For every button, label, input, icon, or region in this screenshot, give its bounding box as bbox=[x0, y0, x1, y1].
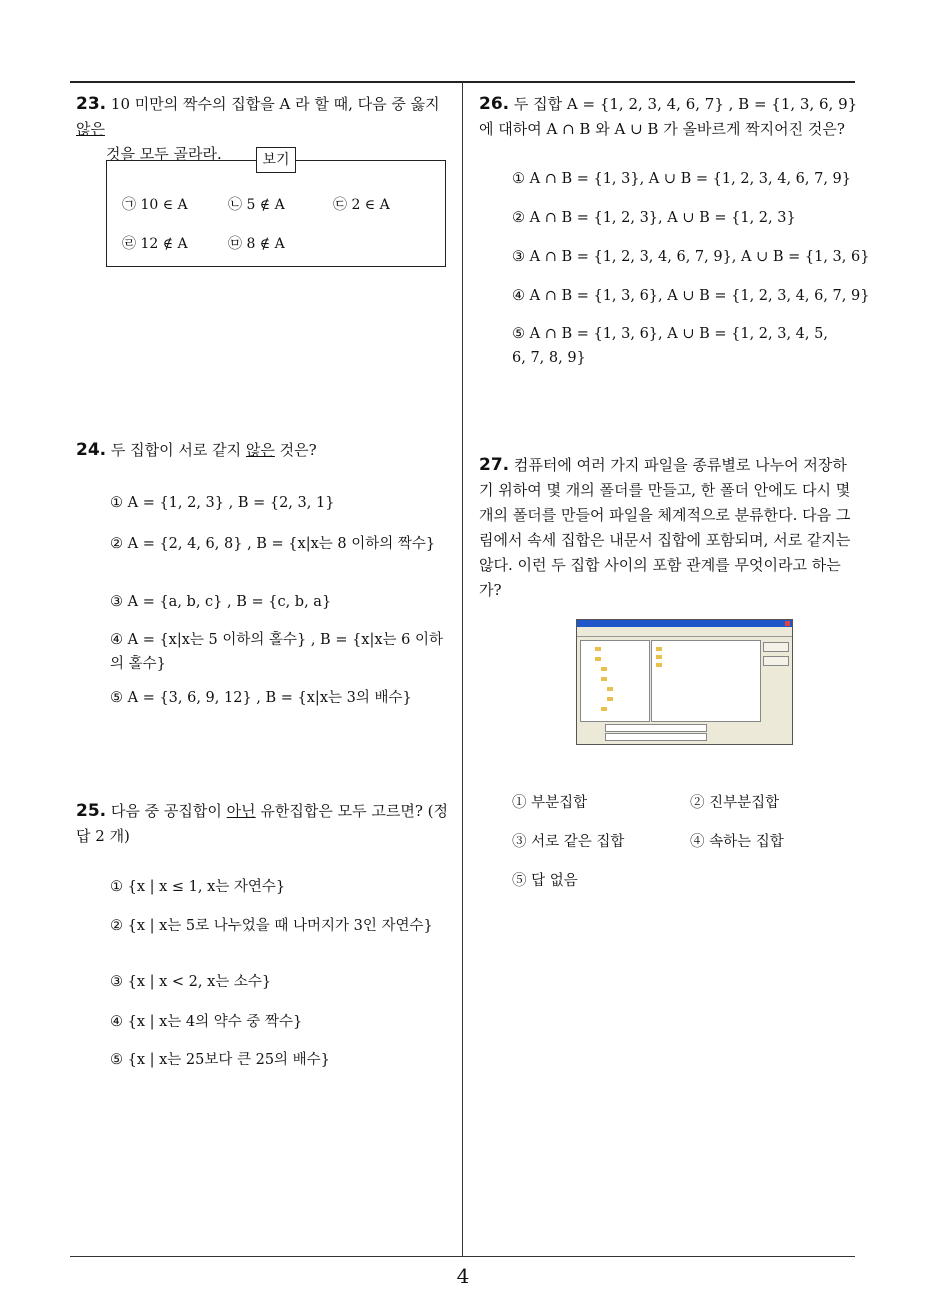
underlined-word: 않은 bbox=[245, 441, 275, 459]
folder-icon bbox=[601, 677, 607, 681]
underlined-word: 아닌 bbox=[226, 802, 256, 820]
option-1: ① {x | x ≤ 1, x는 자연수} bbox=[110, 879, 286, 895]
option-2: ② A = {2, 4, 6, 8} , B = {x|x는 8 이하의 짝수} bbox=[110, 536, 436, 552]
bogi-item: ㉤ 8 ∉ A bbox=[228, 236, 285, 252]
column-divider bbox=[462, 82, 463, 1257]
dialog-titlebar bbox=[577, 620, 792, 627]
option-3: ③ A ∩ B = {1, 2, 3, 4, 6, 7, 9}, A ∪ B = {1, 3, 6} bbox=[512, 249, 870, 265]
folder-content-pane bbox=[651, 640, 761, 722]
question-number: 26. bbox=[479, 94, 510, 114]
option-3: ③ 서로 같은 집합 bbox=[512, 834, 625, 850]
option-5: ⑤ A ∩ B = {1, 3, 6}, A ∪ B = {1, 2, 3, 4, 5, 6, 7, 8, 9} bbox=[512, 326, 828, 366]
folder-icon bbox=[595, 657, 601, 661]
question-text-cont: 유한집합은 모두 고르면? (정답 2 개) bbox=[76, 802, 448, 845]
option-3: ③ {x | x < 2, x는 소수} bbox=[110, 974, 272, 990]
folder-icon bbox=[601, 667, 607, 671]
question-text: 두 집합 A = {1, 2, 3, 4, 6, 7} , B = {1, 3, 6, 9} 에 대하여 A ∩ B 와 A ∪ B 가 올바르게 짝지어진 것은? bbox=[479, 95, 858, 138]
dialog-toolbar bbox=[577, 627, 792, 637]
option-1: ① 부분집합 bbox=[512, 795, 588, 811]
option-2: ② {x | x는 5로 나누었을 때 나머지가 3인 자연수} bbox=[110, 918, 433, 934]
option-2: ② 진부분집합 bbox=[690, 795, 780, 811]
question-text: 10 미만의 짝수의 집합을 A 라 할 때, 다음 중 옳지 bbox=[110, 95, 440, 113]
bogi-item: ㉣ 12 ∉ A bbox=[122, 236, 188, 252]
bogi-item: ㉡ 5 ∉ A bbox=[228, 197, 285, 213]
dialog-button bbox=[763, 656, 789, 666]
option-2: ② A ∩ B = {1, 2, 3}, A ∪ B = {1, 2, 3} bbox=[512, 210, 796, 226]
bogi-box-top-right bbox=[294, 160, 445, 161]
question-24 bbox=[76, 438, 456, 463]
folder-icon bbox=[595, 647, 601, 651]
dialog-button bbox=[763, 642, 789, 652]
question-number: 24. bbox=[76, 440, 107, 460]
folder-icon bbox=[607, 697, 613, 701]
close-icon bbox=[785, 621, 790, 626]
dialog-field bbox=[605, 724, 707, 732]
question-number: 25. bbox=[76, 801, 107, 821]
option-3: ③ A = {a, b, c} , B = {c, b, a} bbox=[110, 594, 332, 610]
option-1: ① A = {1, 2, 3} , B = {2, 3, 1} bbox=[110, 495, 335, 511]
folder-icon bbox=[656, 663, 662, 667]
question-text-cont: 것은? bbox=[274, 441, 317, 459]
option-4: ④ 속하는 집합 bbox=[690, 834, 784, 850]
question-text-cont: 것을 모두 골라라. bbox=[106, 145, 222, 163]
question-27 bbox=[479, 453, 859, 603]
folder-dialog-screenshot bbox=[576, 619, 793, 745]
folder-tree-pane bbox=[580, 640, 650, 722]
bogi-box-top-left bbox=[106, 160, 256, 161]
question-text: 두 집합이 서로 같지 bbox=[110, 441, 246, 459]
question-text: 컴퓨터에 여러 가지 파일을 종류별로 나누어 저장하기 위하여 몇 개의 폴더를 만들고, 한 폴더 안에도 다시 몇 개의 폴더를 만들어 파일을 체계적으로 분류한다. 다음 그림에서 속세 집합은 내문서 집합에 포함되며, 서로 같지는 않다. 이런 두 집합 사이의 포함 관계를 무엇이라고 하는가? bbox=[479, 456, 851, 599]
question-25 bbox=[76, 799, 458, 849]
option-4: ④ {x | x는 4의 약수 중 짝수} bbox=[110, 1014, 303, 1030]
question-text: 다음 중 공집합이 bbox=[110, 802, 227, 820]
bogi-title: 보기 bbox=[256, 147, 296, 173]
bottom-rule bbox=[70, 1256, 855, 1257]
option-5: ⑤ A = {3, 6, 9, 12} , B = {x|x는 3의 배수} bbox=[110, 690, 412, 706]
dialog-field bbox=[605, 733, 707, 741]
folder-icon bbox=[607, 687, 613, 691]
option-4: ④ A ∩ B = {1, 3, 6}, A ∪ B = {1, 2, 3, 4, 6, 7, 9} bbox=[512, 288, 870, 304]
option-1: ① A ∩ B = {1, 3}, A ∪ B = {1, 2, 3, 4, 6, 7, 9} bbox=[512, 171, 852, 187]
option-5: ⑤ {x | x는 25보다 큰 25의 배수} bbox=[110, 1052, 330, 1068]
folder-icon bbox=[601, 707, 607, 711]
question-number: 23. bbox=[76, 94, 107, 114]
folder-icon bbox=[656, 655, 662, 659]
bogi-item: ㉠ 10 ∈ A bbox=[122, 197, 188, 213]
page-number: 4 bbox=[456, 1264, 470, 1288]
option-5: ⑤ 답 없음 bbox=[512, 873, 578, 889]
question-number: 27. bbox=[479, 455, 510, 475]
underlined-word: 않은 bbox=[76, 120, 105, 138]
bogi-item: ㉢ 2 ∈ A bbox=[333, 197, 390, 213]
question-26 bbox=[479, 92, 859, 142]
option-4: ④ A = {x|x는 5 이하의 홀수} , B = {x|x는 6 이하의 홀수} bbox=[110, 632, 444, 672]
folder-icon bbox=[656, 647, 662, 651]
